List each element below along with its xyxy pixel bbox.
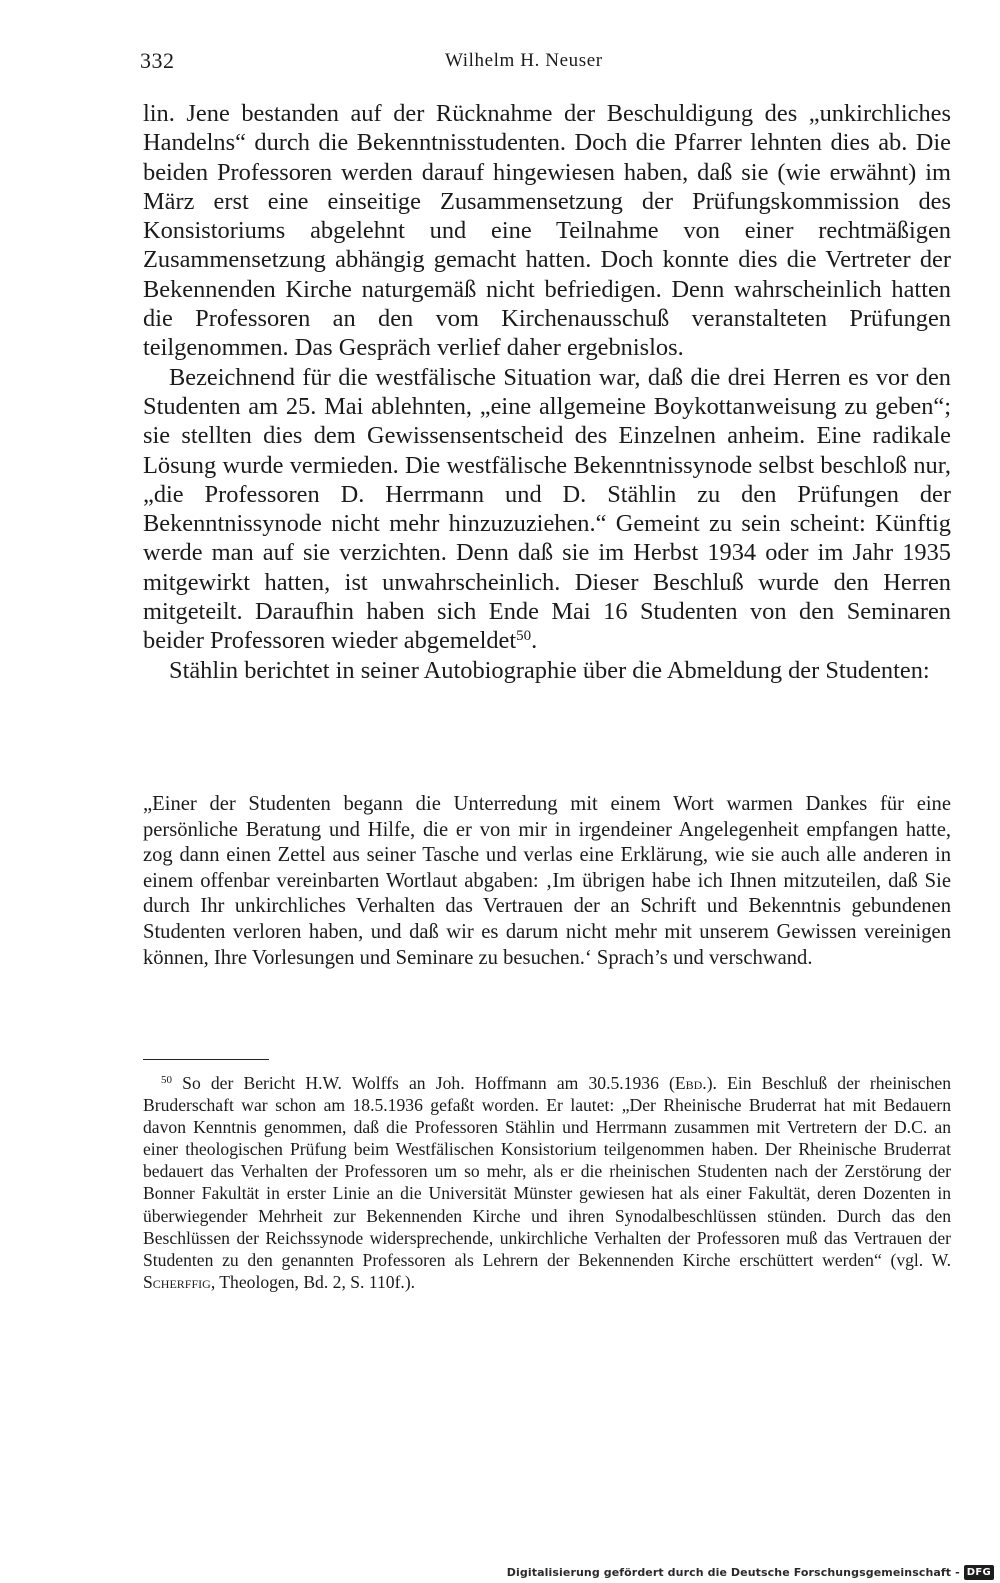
- footnote-ref-50[interactable]: 50: [516, 628, 532, 645]
- footnote-marker: 50: [161, 1074, 172, 1086]
- footnote-50: [143, 1072, 951, 1293]
- running-head: Wilhelm H. Neuser: [445, 50, 603, 71]
- block-quote: [143, 792, 951, 971]
- footnote-text-1: So der Bericht H.W. Wolffs an Joh. Hoffmann am 30.5.1936 (: [182, 1073, 675, 1093]
- digitization-credit: [507, 1561, 994, 1583]
- footnote-paragraph: [143, 1072, 951, 1293]
- footnote-text-3: , Theologen, Bd. 2, S. 110f.).: [210, 1271, 416, 1292]
- footnote-ebd: Ebd.: [674, 1073, 707, 1093]
- credit-text: Digitalisierung gefördert durch die Deutsche Forschungsgemeinschaft -: [506, 1565, 960, 1579]
- quote-text: „Einer der Studenten begann die Unterredung mit einem Wort warmen Dankes für eine persönliche Beratung und Hilfe, die er von mir in irgendeiner Angelegenheit empfangen hatte, zog dann einen Zettel aus seiner Tasche und verlas eine Erklärung, wie sie auch alle anderen in einem offenbar vereinbarten Wortlaut abgaben: ‚Im übrigen habe ich Ihnen mitzuteilen, daß Sie durch Ihr unkirchliches Verhalten das Vertrauen der an Schrift und Bekenntnis gebundenen Studenten verloren haben, und daß wir es darum nicht mehr mit unserem Gewissen vereinigen können, Ihre Vorlesungen und Seminare zu besuchen.‘ Sprach’s und verschwand.: [143, 793, 951, 969]
- page-number: 332: [140, 48, 175, 73]
- main-text: [143, 99, 951, 685]
- footnote-author: Scherffig: [143, 1271, 211, 1292]
- paragraph-2-end: .: [531, 627, 538, 655]
- footnote-text-2: ). Ein Beschluß der rheinischen Bruderschaft war schon am 18.5.1936 gefaßt worden. Er lautet: „Der Rheinische Bruderrat hat mit Bedauern davon Kenntnis genommen, daß die Professoren Stählin und Herrmann zusammen mit Vertretern der D.C. an einer theologischen Prüfung beim Westfälischen Konsistorium teilgenommen haben. Der Rheinische Bruderrat bedauert das Verhalten der Professoren um so mehr, als er die rheinischen Studenten nach der Zerstörung der Bonner Fakultät in erster Linie an die Universität Münster gewiesen hat als einer Fakultät, deren Dozenten in überwiegender Mehrheit zur Bekennenden Kirche und ihren Synodalbeschlüssen stünden. Durch das den Beschlüssen der Reichssynode widersprechende, unkirchliche Verhalten der Professoren muß das Vertrauen der Studenten zu den genannten Professoren als Lehrern der Bekennenden Kirche erschüttert werden“ (vgl. W.: [143, 1073, 952, 1270]
- footnote-divider: [143, 1059, 269, 1060]
- paragraph-2-text: Bezeichnend für die westfälische Situation war, daß die drei Herren es vor den Studenten am 25. Mai ablehnten, „eine allgemeine Boykottanweisung zu geben“; sie stellten dies dem Gewissensentscheid des Einzelnen anheim. Eine radikale Lösung wurde vermieden. Die westfälische Bekenntnissynode selbst beschloß nur, „die Professoren D. Herrmann und D. Stählin zu den Prüfungen der Bekenntnissynode nicht mehr hinzuzuziehen.“ Gemeint zu sein scheint: Künftig werde man auf sie verzichten. Denn daß sie im Herbst 1934 oder im Jahr 1935 mitgewirkt hatten, ist unwahrscheinlich. Dieser Beschluß wurde den Herren mitgeteilt. Daraufhin haben sich Ende Mai 16 Studenten von den Seminaren beider Professoren wieder abgemeldet: [143, 363, 951, 655]
- dfg-logo: DFG: [964, 1565, 994, 1580]
- paragraph-1: lin. Jene bestanden auf der Rücknahme der Beschuldigung des „unkirchliches Handelns“ durch die Bekenntnisstudenten. Doch die Pfarrer lehnten dies ab. Die beiden Professoren werden darauf hingewiesen haben, daß sie (wie erwähnt) im März erst eine einseitige Zusammensetzung der Prüfungskommission des Konsistoriums abgelehnt und eine Teilnahme von einer rechtmäßigen Zusammensetzung abhängig gemacht hatten. Doch konnte dies die Vertreter der Bekennenden Kirche naturgemäß nicht befriedigen. Denn wahrscheinlich hatten die Professoren an den vom Kirchenausschuß veranstalteten Prüfungen teilgenommen. Das Gespräch verlief daher ergebnislos.: [143, 100, 951, 362]
- paragraph-2: [143, 363, 951, 656]
- paragraph-3: Stählin berichtet in seiner Autobiographie über die Abmeldung der Studenten:: [169, 656, 930, 684]
